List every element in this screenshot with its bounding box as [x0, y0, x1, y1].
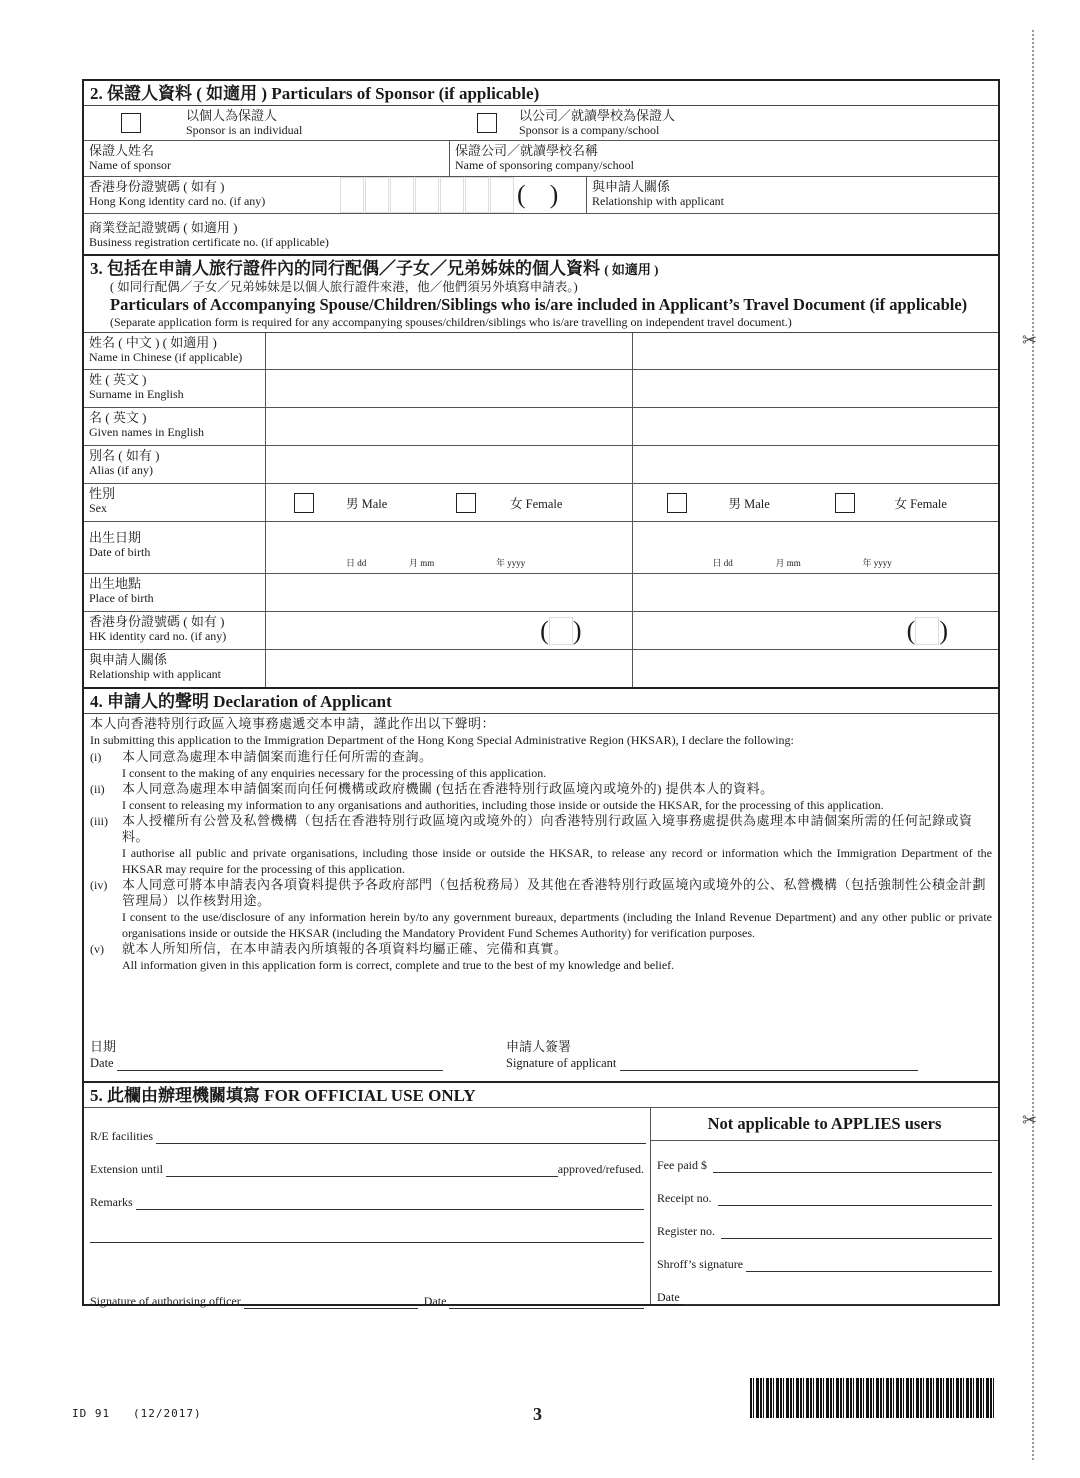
option-label: 女 Female	[510, 496, 563, 511]
form-id: ID 91 (12/2017)	[72, 1407, 202, 1420]
section-sponsor	[82, 79, 1000, 254]
declaration-item: (i) 本人同意為處理本申請個案而進行任何所需的查詢。 I consent to the making of any enquiries necessary for the processing of this application.	[90, 749, 547, 780]
field-label: Sex	[89, 501, 107, 515]
dob-mm-label: 月 mm	[409, 558, 435, 568]
signature-label: Signature of applicant	[506, 1056, 617, 1070]
not-applicable-banner: Not applicable to APPLIES users	[651, 1107, 998, 1141]
extension-suffix: approved/refused.	[557, 1162, 644, 1176]
section-note-en: (Separate application form is required for any accompanying spouses/children/siblings who is/are travelling on independent travel document.)	[110, 315, 792, 329]
field-label: Relationship with applicant	[592, 194, 724, 208]
field-label: 與申請人關係	[592, 179, 671, 194]
field-label: 香港身份證號碼 ( 如有 )	[89, 179, 225, 194]
field-label: 名 ( 英文 )	[89, 410, 147, 425]
application-form	[82, 79, 1000, 1306]
field-label: Name in Chinese (if applicable)	[89, 350, 243, 364]
officer-date-line[interactable]	[449, 1308, 644, 1309]
dob-yyyy-label: 年 yyyy	[862, 558, 892, 568]
person2-input[interactable]	[633, 650, 999, 687]
section-official-use	[82, 1081, 1000, 1306]
remarks-label: Remarks	[90, 1195, 133, 1209]
field-label: Name of sponsor	[89, 158, 171, 172]
receipt-line[interactable]	[718, 1205, 992, 1206]
barcode	[750, 1378, 996, 1418]
extension-line[interactable]	[166, 1176, 558, 1177]
field-label: Business registration certificate no. (if applicable)	[89, 235, 329, 249]
checkbox-male[interactable]	[294, 493, 314, 513]
field-label: Relationship with applicant	[89, 667, 221, 681]
register-label: Register no.	[657, 1224, 715, 1238]
shroff-line[interactable]	[746, 1271, 992, 1272]
cut-line	[1032, 30, 1034, 1460]
field-label: 保證公司／就讀學校名稱	[455, 143, 599, 158]
dob-dd-label: 日 dd	[346, 558, 367, 568]
person1-input[interactable]	[266, 370, 633, 407]
person1-input[interactable]	[266, 408, 633, 445]
hkid-input[interactable]: ( )	[340, 177, 587, 213]
officer-signature-line[interactable]	[244, 1308, 418, 1309]
remarks-line-2[interactable]	[90, 1242, 644, 1243]
field-label: Place of birth	[89, 591, 154, 605]
intro-en: In submitting this application to the Immigration Department of the Hong Kong Special Administrative Region (HKSAR), I declare the following:	[90, 733, 794, 747]
field-label: Given names in English	[89, 425, 204, 439]
fee-label: Fee paid $	[657, 1158, 707, 1172]
field-label: Alias (if any)	[89, 463, 153, 477]
field-label: 保證人姓名	[89, 143, 155, 158]
re-line[interactable]	[156, 1143, 646, 1144]
checkbox-female[interactable]	[835, 493, 855, 513]
re-label: R/E facilities	[90, 1129, 153, 1143]
officer-signature-label: Signature of authorising officer	[90, 1294, 241, 1308]
fee-line[interactable]	[713, 1172, 992, 1173]
person2-input[interactable]	[633, 408, 999, 445]
person1-hkid[interactable]: ( )	[266, 612, 633, 649]
scissor-icon: ✂	[1022, 1110, 1038, 1130]
relationship-field[interactable]	[587, 177, 998, 213]
checkbox-individual[interactable]	[121, 113, 141, 133]
date-label: Date	[657, 1290, 680, 1304]
option-label: 以個人為保證人	[186, 108, 278, 123]
remarks-line[interactable]	[136, 1209, 644, 1210]
field-label: 姓 ( 英文 )	[89, 372, 147, 387]
declaration-item: (iii) 本人授權所有公營及私營機構（包括在香港特別行政區境內或境外的）向香港特別行政區入境事務處提供為處理本申請個案所需的任何記錄或資料。 I authorise all public and private organisations, including those inside or outside the HKSAR, to release any record or information which the Immigration Department of the HKSAR may require for the processing of this application.	[90, 813, 992, 876]
scissor-icon: ✂	[1022, 330, 1038, 350]
option-label: Sponsor is an individual	[186, 123, 303, 137]
section-title: 2. 保證人資料 ( 如適用 ) Particulars of Sponsor (if applicable)	[84, 81, 998, 106]
checkbox-male[interactable]	[667, 493, 687, 513]
option-label: 以公司／就讀學校為保證人	[519, 108, 676, 123]
field-label: 出生地點	[89, 576, 142, 591]
option-label: 女 Female	[894, 496, 947, 511]
person2-dob[interactable]	[633, 522, 999, 573]
extension-label: Extension until	[90, 1162, 163, 1176]
person1-input[interactable]	[266, 574, 633, 611]
declaration-item: (ii) 本人同意為處理本申請個案而向任何機構或政府機關 (包括在香港特別行政區境內或境外的) 提供本人的資料。 I consent to releasing my information to any organisations and authorities, including those inside or outside the HKSAR, for the processing of this application.	[90, 781, 884, 812]
section-title: 3. 包括在申請人旅行證件內的同行配偶／子女／兄弟姊妹的個人資料	[90, 259, 600, 278]
section-title-en: Particulars of Accompanying Spouse/Children/Siblings who is/are included in Applicant’s Travel Document (if applicable)	[110, 295, 968, 314]
checkbox-female[interactable]	[456, 493, 476, 513]
register-line[interactable]	[721, 1238, 992, 1239]
section-title: 4. 申請人的聲明 Declaration of Applicant	[84, 689, 998, 714]
person2-input[interactable]	[633, 333, 999, 369]
section-title: 5. 此欄由辦理機關填寫 FOR OFFICIAL USE ONLY	[90, 1086, 476, 1105]
section-accompanying	[82, 254, 1000, 687]
date-label: Date	[90, 1056, 114, 1070]
person1-dob[interactable]	[266, 522, 633, 573]
person2-hkid[interactable]: ( )	[906, 615, 948, 645]
checkbox-company[interactable]	[477, 113, 497, 133]
field-label: 出生日期	[89, 530, 142, 545]
dob-yyyy-label: 年 yyyy	[496, 558, 526, 568]
section-declaration	[82, 687, 1000, 1081]
field-label: 姓名 ( 中文 ) ( 如適用 )	[89, 335, 217, 350]
declaration-item: (iv) 本人同意可將本申請表內各項資料提供予各政府部門（包括稅務局）及其他在香港特別行政區境內或境外的公、私營機構（包括強制性公積金計劃管理局）以作核對用途。 I consent to the use/disclosure of any information herein by/to any government bureaux, departments (including the Inland Revenue Department) and any other public or private organisations inside or outside the HKSAR (including the Mandatory Provident Fund Schemes Authority) for verification purposes.	[90, 877, 992, 940]
person2-input[interactable]	[633, 446, 999, 483]
date-line[interactable]	[117, 1070, 443, 1071]
section-note: ( 如同行配偶／子女／兄弟姊妹是以個人旅行證件來港，他／他們須另外填寫申請表。)	[110, 280, 578, 294]
dob-mm-label: 月 mm	[775, 558, 801, 568]
page-number: 3	[533, 1404, 542, 1424]
receipt-label: Receipt no.	[657, 1191, 712, 1205]
signature-label-zh: 申請人簽署	[506, 1039, 572, 1054]
field-label: Surname in English	[89, 387, 184, 401]
field-label: Hong Kong identity card no. (if any)	[89, 194, 266, 208]
option-label: 男 Male	[728, 496, 770, 511]
field-label: Date of birth	[89, 545, 151, 559]
sponsor-name-field[interactable]	[84, 141, 450, 176]
field-label: 性別	[89, 486, 116, 501]
br-field[interactable]	[84, 214, 998, 254]
field-label: 商業登記證號碼 ( 如適用 )	[89, 220, 238, 235]
date-line[interactable]	[683, 1304, 992, 1305]
dob-dd-label: 日 dd	[712, 558, 733, 568]
date-label-zh: 日期	[90, 1039, 117, 1054]
signature-line[interactable]	[620, 1070, 918, 1071]
officer-date-label: Date	[423, 1294, 447, 1308]
field-label: 與申請人關係	[89, 652, 168, 667]
field-label: Name of sponsoring company/school	[455, 158, 634, 172]
hkid-label	[84, 177, 340, 213]
field-label: 香港身份證號碼 ( 如有 )	[89, 614, 225, 629]
person2-input[interactable]	[633, 370, 999, 407]
person2-input[interactable]	[633, 574, 999, 611]
person1-input[interactable]	[266, 333, 633, 369]
declaration-item: (v) 就本人所知所信，在本申請表內所填報的各項資料均屬正確、完備和真實。 All information given in this application form is correct, complete and true to the best of my knowledge and belief.	[90, 941, 675, 972]
person1-input[interactable]	[266, 650, 633, 687]
option-label: Sponsor is a company/school	[519, 123, 660, 137]
person1-input[interactable]	[266, 446, 633, 483]
company-name-field[interactable]	[450, 141, 998, 176]
option-label: 男 Male	[346, 496, 388, 511]
field-label: 別名 ( 如有 )	[89, 448, 160, 463]
intro-zh: 本人向香港特別行政區入境事務處遞交本申請，謹此作出以下聲明：	[90, 716, 496, 731]
section-title-suffix: ( 如適用 )	[604, 262, 659, 277]
field-label: HK identity card no. (if any)	[89, 629, 227, 643]
shroff-label: Shroff’s signature	[657, 1257, 744, 1271]
